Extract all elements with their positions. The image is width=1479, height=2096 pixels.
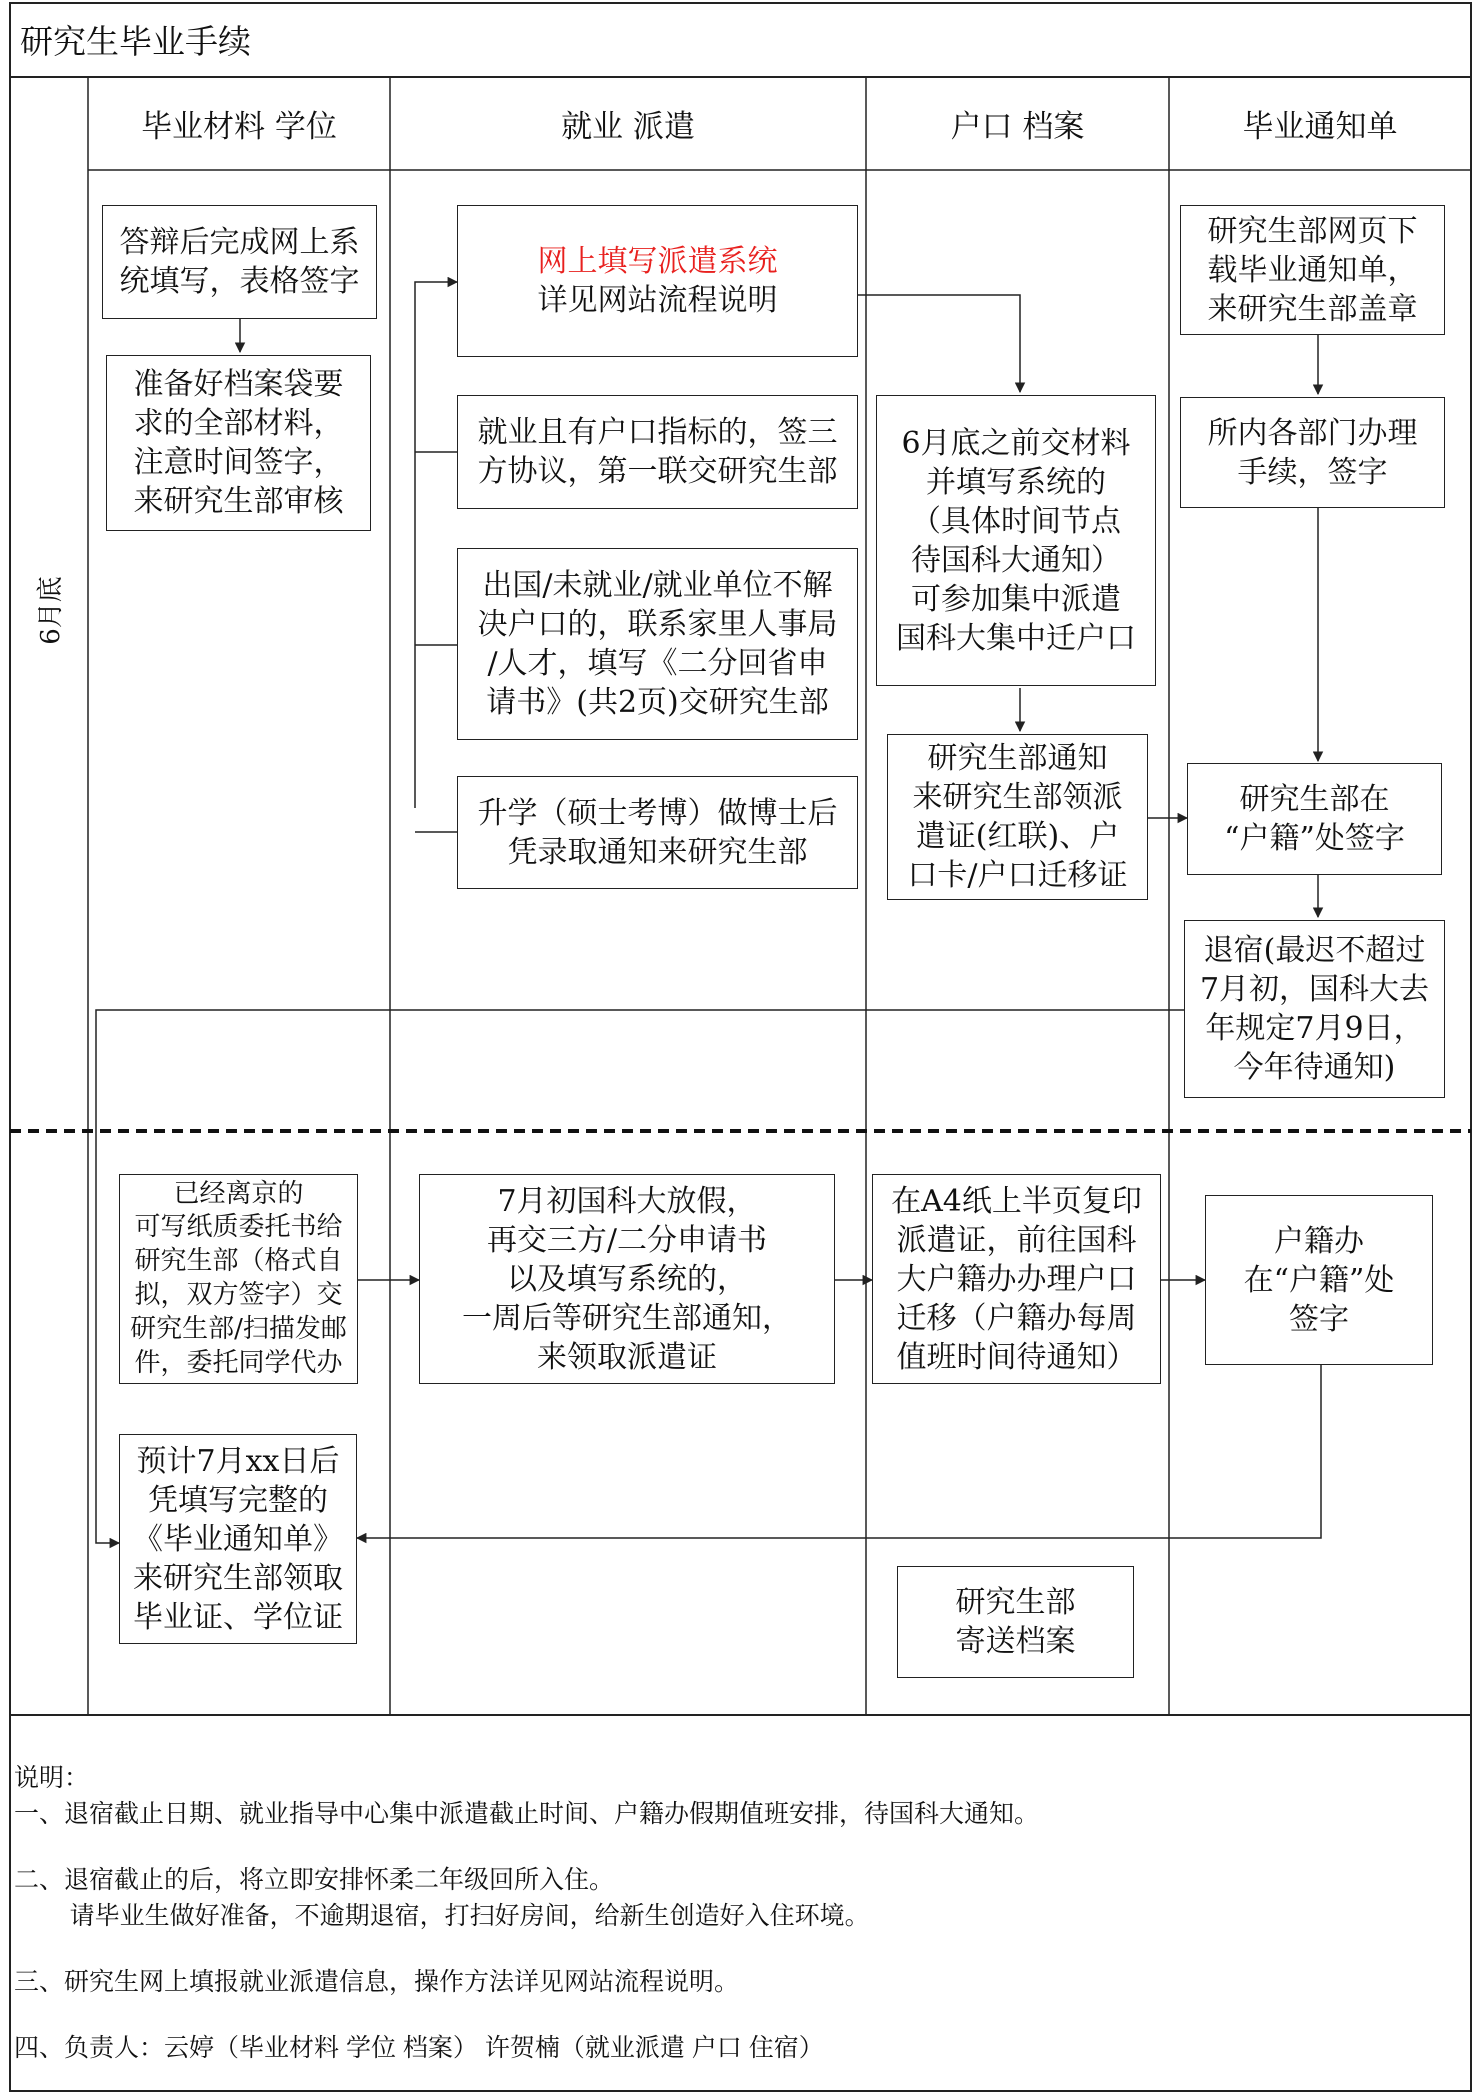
box-text: 研究生部通知 来研究生部领派 遣证(红联)、户 口卡/户口迁移证 <box>907 741 1128 893</box>
box-text: 出国/未就业/就业单位不解 决户口的，联系家里人事局 /人才，填写《二分回省申 请书》(共2页)交研究生部 <box>477 568 838 720</box>
column-header-notice: 毕业通知单 <box>1242 109 1398 145</box>
box-june-submission <box>876 395 1156 686</box>
column-header-hukou: 户口 档案 <box>950 109 1085 145</box>
box-download-notice <box>1180 205 1445 335</box>
box-move-out <box>1184 920 1445 1098</box>
box-hukou-transfer <box>872 1174 1161 1384</box>
box-text: 升学（硕士考博）做博士后 凭录取通知来研究生部 <box>477 795 838 870</box>
box-text: 详见网站流程说明 <box>537 283 778 318</box>
box-text: 已经离京的 可写纸质委托书给 研究生部（格式自 拟，双方签字）交 研究生部/扫描发邮 件，委托同学代办 <box>130 1178 347 1378</box>
arrow-b16-b17 <box>357 1365 1321 1538</box>
column-header-employment: 就业 派遣 <box>561 109 695 145</box>
box-defense-online-form <box>102 205 377 319</box>
note-2a: 二、退宿截止的后，将立即安排怀柔二年级回所入住。 <box>14 1866 615 1894</box>
box-july-submission <box>419 1174 835 1384</box>
box-text: 研究生部网页下 载毕业通知单， 来研究生部盖章 <box>1207 213 1418 327</box>
side-label <box>8 460 88 760</box>
box-abroad-unemployed <box>457 548 858 740</box>
box-text: 研究生部 寄送档案 <box>955 1585 1076 1659</box>
note-3: 三、研究生网上填报就业派遣信息，操作方法详见网站流程说明。 <box>14 1968 740 1996</box>
box-collect-diploma <box>119 1434 357 1644</box>
box-text: 准备好档案袋要 求的全部材料， 注意时间签字， 来研究生部审核 <box>133 367 344 519</box>
arrow-branch-trunk <box>415 282 457 808</box>
box-archive-materials <box>106 355 371 531</box>
box-dispatch-system <box>457 205 858 357</box>
box-text: 在A4纸上半页复印 派遣证，前往国科 大户籍办办理户口 迁移（户籍办每周 值班时间待通知） <box>891 1183 1142 1375</box>
box-department-signatures <box>1180 397 1445 508</box>
box-further-study <box>457 776 858 889</box>
box-hukou-signature <box>1187 763 1442 875</box>
box-text: 答辩后完成网上系 统填写，表格签字 <box>119 225 360 299</box>
column-header-materials: 毕业材料 学位 <box>141 109 337 145</box>
note-4: 四、负责人：云婷（毕业材料 学位 档案） 许贺楠（就业派遣 户口 住宿） <box>14 2034 824 2062</box>
box-text: 所内各部门办理 手续，签字 <box>1207 415 1418 490</box>
page-title: 研究生毕业手续 <box>20 22 251 61</box>
box-text: 户籍办 在“户籍”处 签字 <box>1243 1223 1395 1337</box>
box-three-party-agreement <box>457 395 858 509</box>
box-hukou-office <box>1205 1195 1433 1365</box>
box-text: 7月初国科大放假， 再交三方/二分申请书 以及填写系统的， 一周后等研究生部通知， 来领取派遣证 <box>462 1183 792 1375</box>
notes-section <box>14 1760 1454 2066</box>
side-label-text: 6月底 <box>35 575 66 645</box>
box-text: 退宿(最迟不超过 7月初，国科大去 年规定7月9日， 今年待通知) <box>1199 933 1430 1085</box>
box-mail-archive <box>897 1566 1134 1678</box>
box-collect-dispatch-cert <box>887 734 1148 900</box>
notes-heading: 说明： <box>14 1764 90 1792</box>
box-text: 研究生部在 “户籍”处签字 <box>1224 782 1405 856</box>
box-text: 6月底之前交材料 并填写系统的 （具体时间节点 待国科大通知） 可参加集中派遣 国科大集中迁户口 <box>896 425 1136 656</box>
box-left-beijing-proxy <box>119 1174 358 1384</box>
arrow-b3-b7 <box>858 295 1020 392</box>
box-text: 就业且有户口指标的，签三 方协议，第一联交研究生部 <box>477 415 838 489</box>
box-text: 预计7月xx日后 凭填写完整的 《毕业通知单》 来研究生部领取 毕业证、学位证 <box>133 1443 343 1635</box>
box-text-highlight: 网上填写派遣系统 <box>537 244 778 279</box>
note-1: 一、退宿截止日期、就业指导中心集中派遣截止时间、户籍办假期值班安排，待国科大通知。 <box>14 1800 1040 1828</box>
note-2b: 请毕业生做好准备，不逾期退宿，打扫好房间，给新生创造好入住环境。 <box>14 1902 870 1930</box>
